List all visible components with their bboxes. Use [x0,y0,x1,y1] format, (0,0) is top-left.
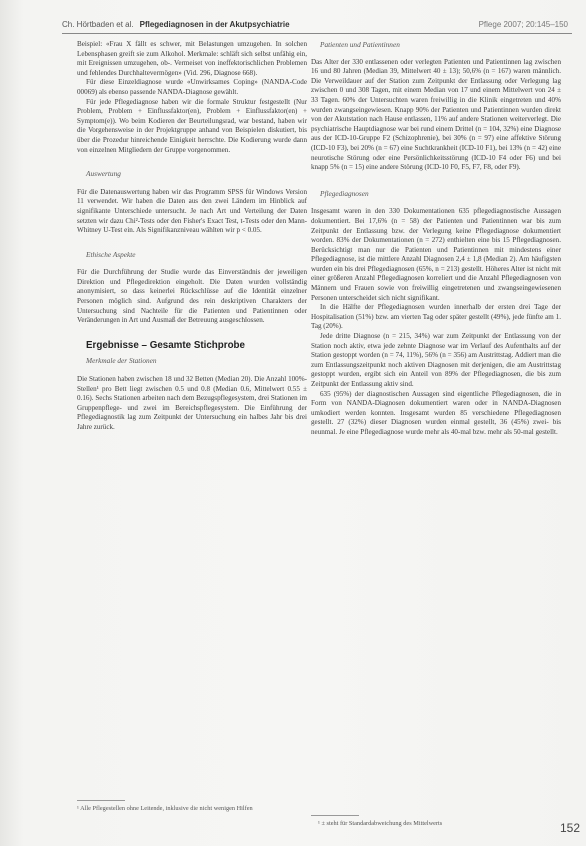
running-header [62,16,572,34]
header-title: Pflegediagnosen in der Akutpsychiatrie [139,20,290,29]
paragraph-3: Für jede Pflegediagnose haben wir die formale Struktur festgestellt (Nur Problem, Problem + Einflussfaktor(en), Problem + Einflussfaktor(en) + Symptom(e)). Wo beim Kodieren der Beurteilungsrad, war bestand, haben wir die Vorgehensweise in der Projektgruppe anhand von Beispielen diskutiert, bis über die Prozedur hinreichende Einigkeit herrschte. Die Kodierung wurde dann von einzelnen Mitgliedern der Gruppe vorgenommen. [77,97,307,154]
footnote-left: ¹ Alle Pflegestellen ohne Leitende, inklusive die nicht wenigen Hilfen [77,805,253,812]
pflegediagnosen-text-4: 635 (95%) der diagnostischen Aussagen sind eigentliche Pflegediagnosen, die in Form von NANDA-Diagnosen dokumentiert waren oder in NANDA-Diagnosen umkodiert werden konnten. Insgesamt wurden 85 verschiedene Pflegediagnosen gestellt. 27 (32%) dieser Diagnosen wurden einmal gestellt, 36 (45%) zwei- bis neunmal. Je eine Pflegediagnose wurde mehr als 40-mal bzw. mehr als 50-mal gestellt. [311,389,561,436]
section-heading-merkmale: Merkmale der Stationen [86,356,157,366]
header-citation: Pflege 2007; 20:145–150 [478,20,568,29]
paragraph-2: Für diese Einzeldiagnose wurde «Unwirksames Coping» (NANDA-Code 00069) als ebenso passende NANDA-Diagnose gewählt. [77,78,307,96]
header-divider [62,33,572,34]
merkmale-text: Die Stationen haben zwischen 18 und 32 Betten (Median 20). Die Anzahl 100%-Stellen¹ pro Bett liegt zwischen 0.5 und 0.8 (Median 0.6, Mittelwert 0.55 ± 0.16). Sechs Stationen arbeiten nach dem Bezugspflegesystem, drei Stationen im Gruppenpflege- und zwei im Bereichspflegesystem. Die Einführung der Pflegediagnostik lag zum Zeitpunkt der Untersuchung ein halbes Jahr bis drei Jahre zurück. [77,375,307,431]
footnote-rule-left [77,800,125,801]
ethik-text: Für die Durchführung der Studie wurde das Einverständnis der jeweiligen Direktion und Pflegedirektion eingeholt. Die Daten wurden vollständig anonymisiert, so dass keinerlei Rückschlüsse auf die Identität einzelner Personen möglich sind. Aufgrund des rein deskriptiven Charakters der Untersuchung sind Nachteile für die Patienten und Patientinnen oder Veränderungen in Art und Ausmaß der Betreuung ausgeschlossen. [77,268,307,325]
section-heading-ergebnisse: Ergebnisse – Gesamte Stichprobe [86,339,245,351]
left-column [77,40,307,433]
section-heading-patienten: Patienten und Patientinnen [320,40,400,49]
footnote-right: ¹ ± steht für Standardabweichung des Mittelwerts [318,820,443,827]
pflegediagnosen-text-3: Jede dritte Diagnose (n = 215, 34%) war zum Zeitpunkt der Entlassung von der Station noch aktiv, etwa jede zehnte Diagnose war im Verlauf des Aufenthalts auf der Station gestoppt worden (n = 74, 11%), 56% (n = 356) am Austrittstag. Addiert man die zum Entlassungszeitpunkt noch aktiven Diagnosen mit derjenigen, die am Austrittstag gestoppt wurden, ergibt sich ein Anteil von 89% der Pflegediagnosen, die bis zum Zeitpunkt der Entlassung aktiv sind. [311,332,561,388]
pflegediagnosen-text-1: Insgesamt waren in den 330 Dokumentationen 635 pflegediagnostische Aussagen dokumentiert. Bei 17,6% (n = 58) der Patienten und Patientinnen war bis zum Zeitpunkt der Entlassung bzw. der Verlegung keine Pflegediagnose dokumentiert worden. 83% der Dokumentationen (n = 272) enthielten eine bis 15 Pflegediagnosen. Berücksichtigt man nur die Patienten und Patientinnen mit mindestens einer Pflegediagnose, ist die mittlere Anzahl Diagnosen 2,4 ± 1,8 (Median 2). Am häufigsten wurden ein bis drei Pflegediagnosen (65%, n = 213) gestellt. Höheres Alter ist nicht mit einer größeren Anzahl Pflegediagnosen korreliert und die Anzahl Pflegediagnosen von Männern und Frauen sowie von freiwillig eingetretenen und zwangseingewiesenen Personen unterscheidet sich nicht signifikant. [311,207,561,302]
auswertung-text: Für die Datenauswertung haben wir das Programm SPSS für Windows Version 11 verwendet. Wir haben die Daten aus den zwei Ländern im Hinblick auf signifikante Unterschiede untersucht. Je nach Art und Verteilung der Daten setzten wir dazu Chi²-Tests oder den Fisher's Exact Test, t-Tests oder den Mann-Whitney U-Test ein. Als Signifikanzniveau wählten wir p < 0.05. [77,187,307,235]
patienten-text: Das Alter der 330 entlassenen oder verlegten Patienten und Patientinnen lag zwischen 16 und 80 Jahren (Median 39, Mittelwert 40 ± 13); 50,6% (n = 167) waren männlich. Die Verweildauer auf der Station zum Zeitpunkt der Entlassung oder Verlegung lag zwischen 0 und 308 Tagen, mit einem Median von 17 und einem Mittelwert von 24 ± 33 Tagen. 60% der Untersuchten waren freiwillig in die Klinik eingetreten und 40% wurden zwangseingewiesen. Knapp 90% der Patienten und Patientinnen wurden direkt von der Akutstation nach Hause entlassen, 11% auf andere Stationen weiterverlegt. Die psychiatrische Hauptdiagnose war bei rund einem Drittel (n = 104, 32%) eine Diagnose aus der ICD-10-Gruppe F2 (Schizophrenie), bei 30% (n = 97) eine affektive Störung (ICD-10 F3), bei 20% (n = 67) eine Suchtkrankheit (ICD-10 F1), bei 13% (n = 42) eine neurotische Störung oder eine Persönlichkeitsstörung (ICD-10 F4 oder F6) und bei knapp 5% (n = 15) eine andere Störung (ICD-10 F0, F5, F7, F8, oder F9). [311,57,561,172]
intro-paragraph: Beispiel: «Frau X fällt es schwer, mit Belastungen umzugehen. In solchen Lebensphasen greift sie zum Alkohol. Merkmale: schläft sich selbst unfähig ein, mit Ereignissen umzugehen, ob-. Vermeiset von ineffektorischlichen Problemen und fehlendes Durchhaltevermögen» (Vid. 296, Diagnose 668). [77,40,307,77]
footnote-rule-right [311,815,359,816]
section-heading-pflegediagnosen: Pflegediagnosen [320,188,369,198]
right-column [311,40,561,438]
section-heading-auswertung: Auswertung [86,169,121,179]
section-heading-ethik: Ethische Aspekte [86,249,136,259]
header-authors-title [62,20,290,29]
page-number: 152 [559,821,580,835]
pflegediagnosen-text-2: In die Hälfte der Pflegediagnosen wurden innerhalb der ersten drei Tage der Hospitalisation (51%) bzw. am vierten Tag oder später gestellt (49%), jede fünfte am 1. Tag (20%). [311,303,561,331]
header-authors: Ch. Hörtbaden et al. [62,20,134,29]
